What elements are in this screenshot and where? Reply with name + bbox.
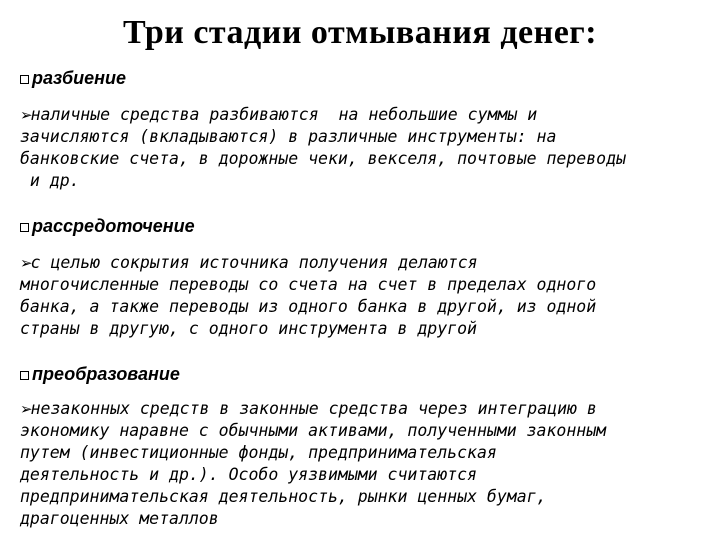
body-line: страны в другую, с одного инструмента в другой [20,319,477,338]
section-body-razbienie [20,104,710,192]
body-line: наличные средства разбиваются на небольшие суммы и [30,105,538,124]
arrow-bullet-icon: ➢ [20,254,33,272]
section-heading-label: преобразование [32,364,180,384]
section-heading-label: разбиение [32,68,126,88]
section-body-preobrazovanie [20,398,710,530]
body-line: экономику наравне с обычными активами, полученными законным [20,421,607,440]
body-line: многочисленные переводы со счета на счет в пределах одного [20,275,597,294]
arrow-bullet-icon: ➢ [20,106,33,124]
slide-title: Три стадии отмывания денег: [122,14,598,51]
section-heading-label: рассредоточение [32,216,195,236]
arrow-bullet-icon: ➢ [20,400,33,418]
body-line: зачисляются (вкладываются) в различные инструменты: на [20,127,557,146]
body-line: банка, а также переводы из одного банка в другой, из одной [20,297,597,316]
section-heading-razbienie [20,68,126,89]
square-bullet-icon [20,223,29,232]
section-heading-preobrazovanie [20,364,180,385]
square-bullet-icon [20,371,29,380]
body-line: драгоценных металлов [20,509,219,528]
body-line: и др. [20,171,80,190]
body-line: с целью сокрытия источника получения делаются [30,253,478,272]
body-line: путем (инвестиционные фонды, предпринимательская [20,443,497,462]
square-bullet-icon [20,75,29,84]
body-line: незаконных средств в законные средства через интеграцию в [30,399,597,418]
section-heading-rassredotochenie [20,216,195,237]
body-line: банковские счета, в дорожные чеки, векселя, почтовые переводы [20,149,626,168]
body-line: деятельность и др.). Особо уязвимыми считаются [20,465,477,484]
body-line: предпринимательская деятельность, рынки ценных бумаг, [20,487,547,506]
section-body-rassredotochenie [20,252,710,340]
